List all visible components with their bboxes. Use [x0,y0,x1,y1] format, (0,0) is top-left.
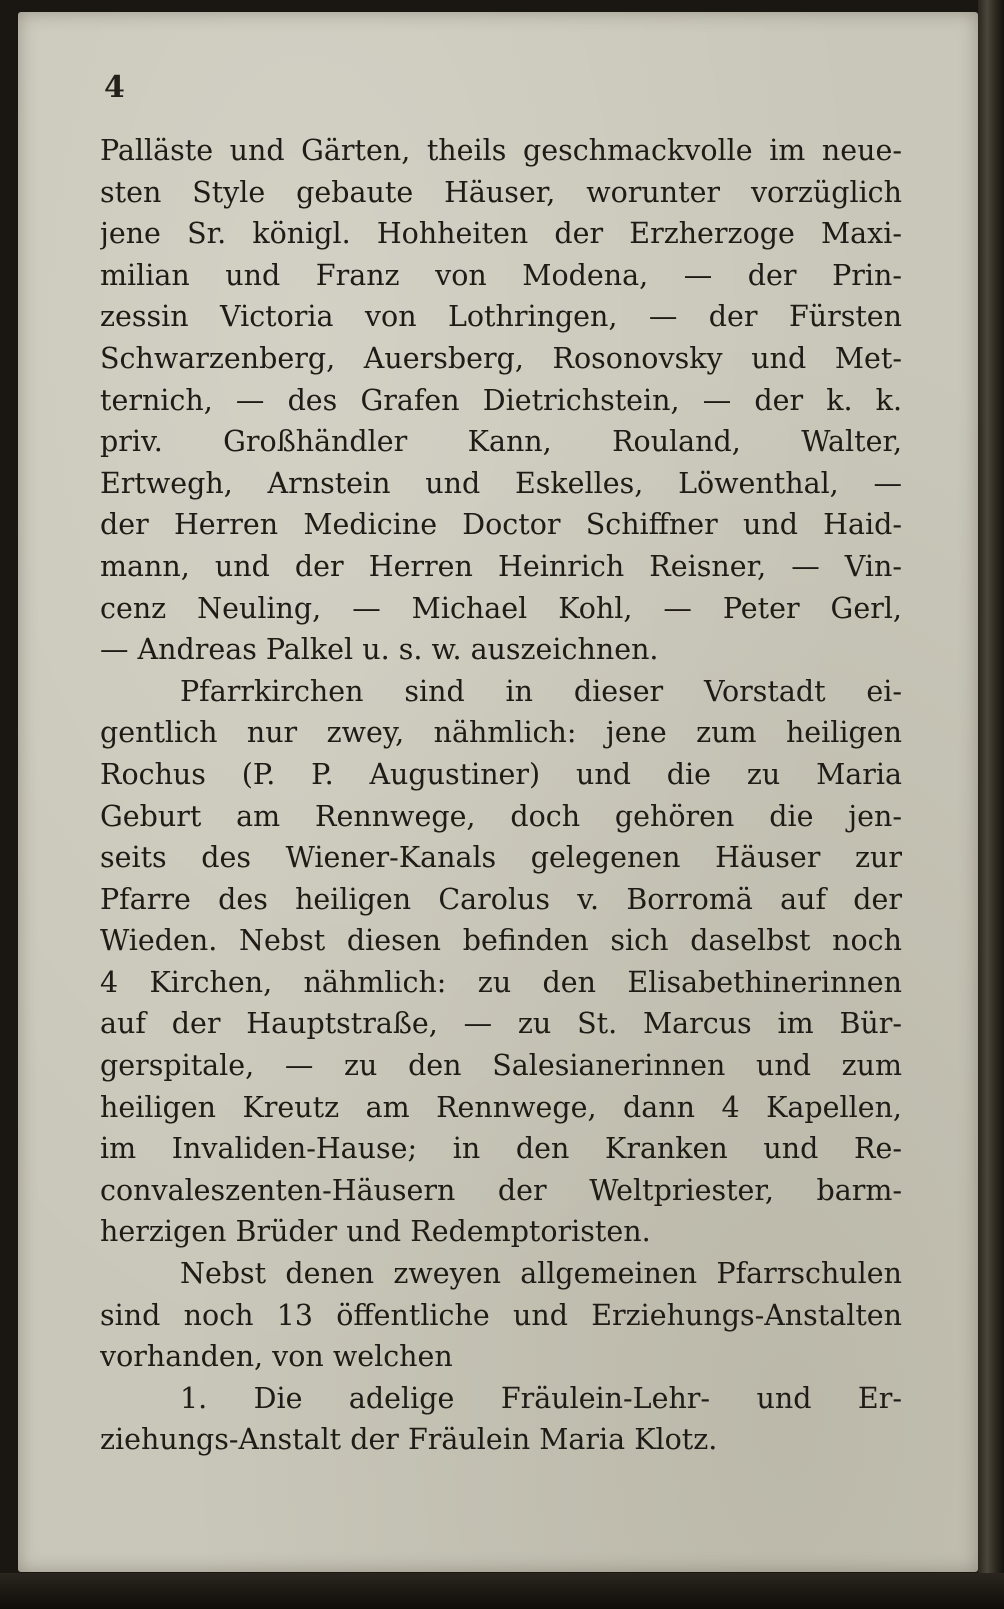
text-line: Wieden. Nebst diesen befinden sich daselbst noch [100,924,902,958]
text-line: Geburt am Rennwege, doch gehören die jen- [100,799,902,833]
text-line: Schwarzenberg, Auersberg, Rosonovsky und Met- [100,341,902,375]
body-text [100,130,902,1461]
text-line: der Herren Medicine Doctor Schiffner und Haid- [100,508,902,542]
text-line: seits des Wiener-Kanals gelegenen Häuser zur [100,841,902,875]
text-line: heiligen Kreutz am Rennwege, dann 4 Kapellen, [100,1090,902,1124]
text-line: milian und Franz von Modena, — der Prin- [100,258,902,292]
text-line: convaleszenten-Häusern der Weltpriester, barm- [100,1173,902,1207]
book-edge [978,0,1004,1609]
text-line: Palläste und Gärten, theils geschmackvolle im neue- [100,134,902,167]
text-line: priv. Großhändler Kann, Rouland, Walter, [100,425,902,459]
text-line: sten Style gebaute Häuser, worunter vorzüglich [100,175,902,209]
scan-bottom-margin [0,1573,1004,1609]
paragraph-start-line: Pfarrkirchen sind in dieser Vorstadt ei- [180,674,902,708]
text-line: Ertwegh, Arnstein und Eskelles, Löwenthal, — [100,466,902,500]
text-line: zessin Victoria von Lothringen, — der Fürsten [100,300,902,334]
text-line: mann, und der Herren Heinrich Reisner, — Vin- [100,549,902,583]
paragraph-start-line: Nebst denen zweyen allgemeinen Pfarrschulen [180,1257,902,1291]
page-number: 4 [104,70,125,105]
text-line: im Invaliden-Hause; in den Kranken und Re- [100,1132,902,1166]
text-line: gerspitale, — zu den Salesianerinnen und zum [100,1049,902,1083]
text-line: 4 Kirchen, nähmlich: zu den Elisabethinerinnen [100,965,902,999]
text-line: vorhanden, von welchen [100,1340,453,1374]
text-line: herzigen Brüder und Redemptoristen. [100,1215,651,1249]
text-line: jene Sr. königl. Hohheiten der Erzherzoge Maxi- [100,217,902,251]
list-item-line: 1. Die adelige Fräulein-Lehr- und Er- [180,1381,902,1415]
text-line: gentlich nur zwey, nähmlich: jene zum heiligen [100,716,902,750]
text-line: Pfarre des heiligen Carolus v. Borromä auf der [100,882,902,916]
text-line: sind noch 13 öffentliche und Erziehungs-Anstalten [100,1298,902,1332]
text-line: Rochus (P. P. Augustiner) und die zu Maria [100,757,902,791]
text-line: — Andreas Palkel u. s. w. auszeichnen. [100,633,659,667]
text-line: auf der Hauptstraße, — zu St. Marcus im Bür- [100,1007,902,1041]
text-line: ziehungs-Anstalt der Fräulein Maria Klotz. [100,1423,718,1457]
text-line: cenz Neuling, — Michael Kohl, — Peter Gerl, [100,591,902,625]
text-line: ternich, — des Grafen Dietrichstein, — der k. k. [100,383,902,417]
